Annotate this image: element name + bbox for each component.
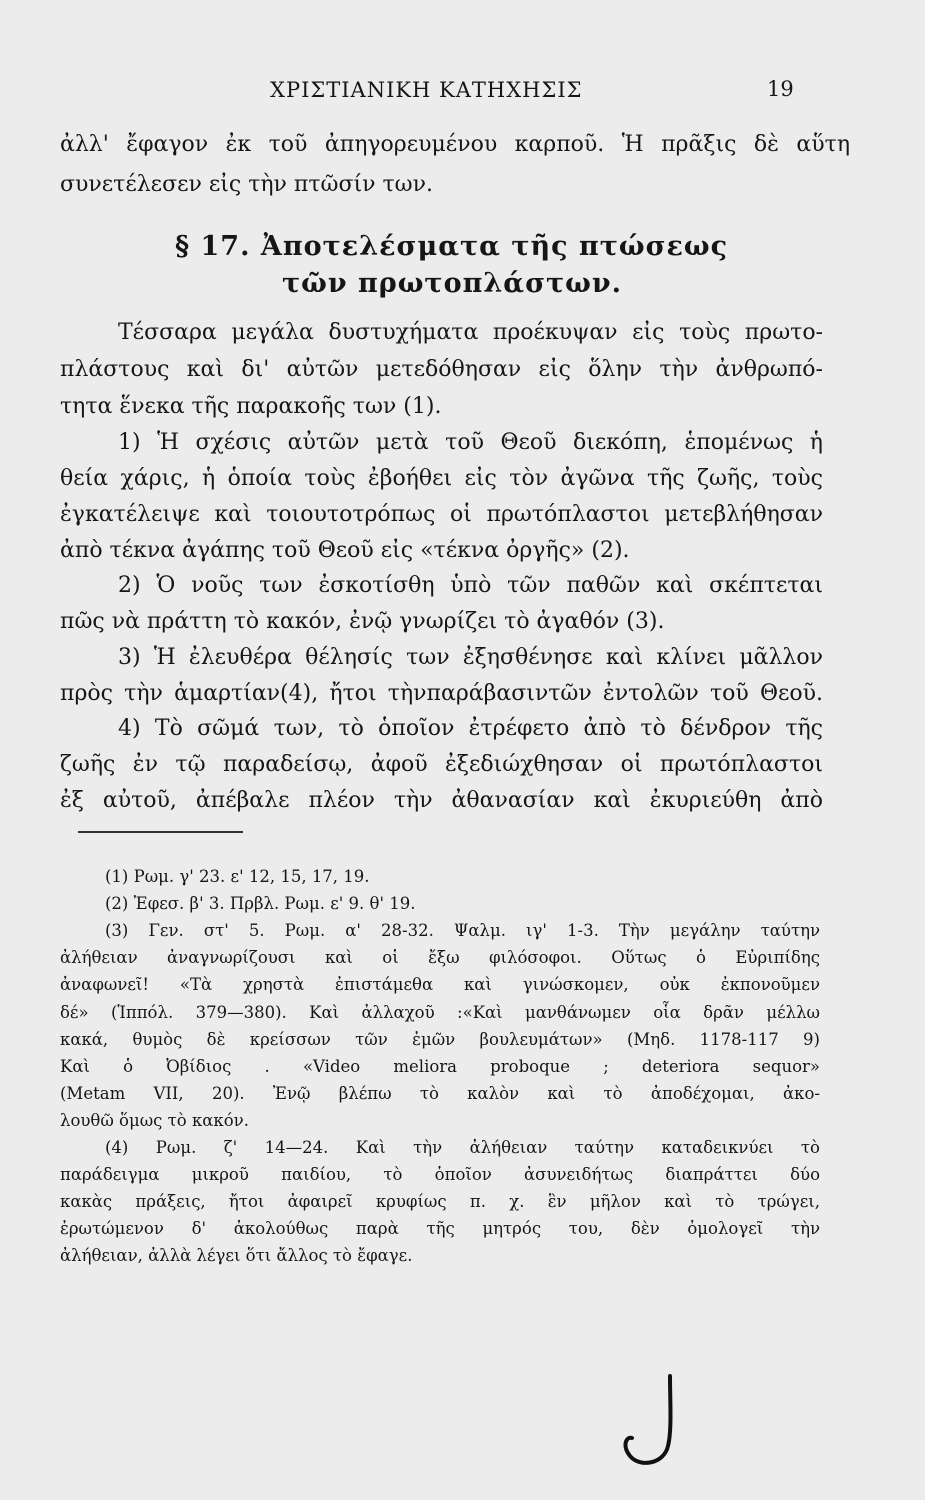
paragraph-line: 1) Ἡ σχέσις αὐτῶν μετὰ τοῦ Θεοῦ διεκόπη, ἑπομένως ἡ [118,430,823,455]
footnote-line: Καὶ ὁ Ὀβίδιος . «Video meliora proboque ; deteriora sequor» [60,1057,820,1076]
body-line: συνετέλεσεν εἰς τὴν πτῶσίν των. [60,172,433,197]
paragraph-line: τητα ἕνεκα τῆς παρακοῆς των (1). [60,394,442,419]
body-line: ἀλλ' ἔφαγον ἐκ τοῦ ἀπηγορευμένου καρποῦ. Ἡ πρᾶξις δὲ αὕτη [60,132,850,157]
running-header: ΧΡΙΣΤΙΑΝΙΚΗ ΚΑΤΗΧΗΣΙΣ [270,78,583,102]
paragraph-line: πλάστους καὶ δι' αὐτῶν μετεδόθησαν εἰς ὅλην τὴν ἀνθρωπό- [60,357,823,382]
paragraph-line: θεία χάρις, ἡ ὁποία τοὺς ἐβοήθει εἰς τὸν ἀγῶνα τῆς ζωῆς, τοὺς [60,466,823,491]
footnote-line: ἐρωτώμενον δ' ἀκολούθως παρὰ τῆς μητρός του, δὲν ὁμολογεῖ τὴν [60,1219,820,1238]
section-heading: § 17. Ἀποτελέσματα τῆς πτώσεως [175,231,729,262]
footnote-separator [78,831,243,833]
footnote-line: (2) Ἐφεσ. β' 3. Πρβλ. Ρωμ. ε' 9. θ' 19. [105,894,416,913]
footnote-line: (4) Ρωμ. ζ' 14—24. Καὶ τὴν ἀλήθειαν ταύτην καταδεικνύει τὸ [105,1138,820,1157]
paragraph-line: Τέσσαρα μεγάλα δυστυχήματα προέκυψαν εἰς τοὺς πρωτο- [118,320,823,345]
footnote-line: παράδειγμα μικροῦ παιδίου, τὸ ὁποῖον ἀσυνειδήτως διαπράττει δύο [60,1165,820,1184]
footnote-line: (3) Γεν. στ' 5. Ρωμ. α' 28-32. Ψαλμ. ιγ' 1-3. Τὴν μεγάλην ταύτην [105,921,820,940]
paragraph-line: πρὸς τὴν ἁμαρτίαν(4), ἤτοι τὴνπαράβασιντῶν ἐντολῶν τοῦ Θεοῦ. [60,681,823,706]
footnote-line: ἀναφωνεῖ! «Τὰ χρηστὰ ἐπιστάμεθα καὶ γινώσκομεν, οὐκ ἐκπονοῦμεν [60,975,820,994]
footnote-line: (Metam VII, 20). Ἐνῷ βλέπω τὸ καλὸν καὶ τὸ ἀποδέχομαι, ἀκο- [60,1084,820,1103]
paragraph-line: ἐγκατέλειψε καὶ τοιουτοτρόπως οἱ πρωτόπλαστοι μετεβλήθησαν [60,502,823,527]
footnote-line: (1) Ρωμ. γ' 23. ε' 12, 15, 17, 19. [105,867,370,886]
paragraph-line: ζωῆς ἐν τῷ παραδείσῳ, ἀφοῦ ἐξεδιώχθησαν οἱ πρωτόπλαστοι [60,752,823,777]
paragraph-line: πῶς νὰ πράττη τὸ κακόν, ἐνῷ γνωρίζει τὸ ἀγαθόν (3). [60,609,665,634]
footnote-line: ἀλήθειαν ἀναγνωρίζουσι καὶ οἱ ἔξω φιλόσοφοι. Οὕτως ὁ Εὐριπίδης [60,948,820,967]
footnote-line: κακὰς πράξεις, ἤτοι ἀφαιρεῖ κρυφίως π. χ. ἓν μῆλον καὶ τὸ τρώγει, [60,1192,820,1211]
paragraph-line: 2) Ὁ νοῦς των ἐσκοτίσθη ὑπὸ τῶν παθῶν καὶ σκέπτεται [118,573,823,598]
paragraph-line: 4) Τὸ σῶμά των, τὸ ὁποῖον ἐτρέφετο ἀπὸ τὸ δένδρον τῆς [118,716,823,741]
section-heading-continued: τῶν πρωτοπλάστων. [282,268,622,299]
page-number: 19 [767,77,794,101]
footnote-line: κακά, θυμὸς δὲ κρείσσων τῶν ἐμῶν βουλευμάτων» (Μηδ. 1178-117 9) [60,1030,820,1049]
paragraph-line: ἐξ αὐτοῦ, ἀπέβαλε πλέον τὴν ἀθανασίαν καὶ ἐκυριεύθη ἀπὸ [60,788,823,813]
footnote-line: λουθῶ ὅμως τὸ κακόν. [60,1111,249,1130]
footnote-line: δέ» (Ἱππόλ. 379—380). Καὶ ἀλλαχοῦ :«Καὶ μανθάνωμεν οἷα δρᾶν μέλλω [60,1003,820,1022]
paragraph-line: ἀπὸ τέκνα ἀγάπης τοῦ Θεοῦ εἰς «τέκνα ὀργῆς» (2). [60,538,630,563]
paragraph-line: 3) Ἡ ἐλευθέρα θέλησίς των ἐξησθένησε καὶ κλίνει μᾶλλον [118,645,823,670]
handwritten-pen-mark [618,1372,688,1472]
footnote-line: ἀλήθειαν, ἀλλὰ λέγει ὅτι ἄλλος τὸ ἔφαγε. [60,1246,413,1265]
